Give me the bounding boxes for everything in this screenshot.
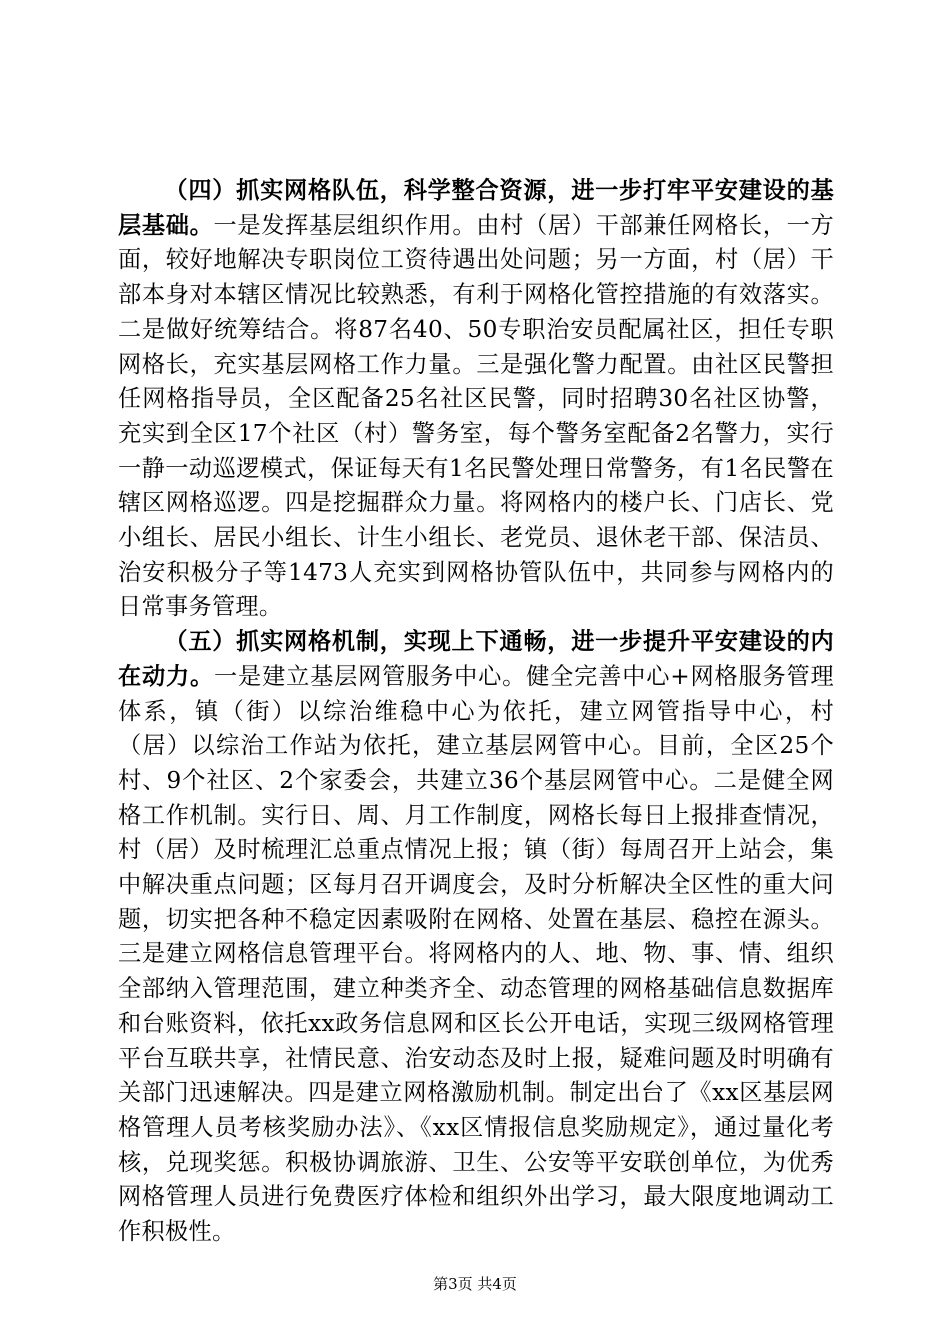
document-body xyxy=(118,174,834,1250)
paragraph-section-4 xyxy=(118,174,834,625)
section-5-text: 一是建立基层网管服务中心。健全完善中心+网格服务管理体系，镇（街）以综治维稳中心为依托，建立网管指导中心，村（居）以综治工作站为依托，建立基层网管中心。目前，全区25个村、9个社区、2个家委会，共建立36个基层网管中心。二是健全网格工作机制。实行日、周、月工作制度，网格长每日上报排查情况，村（居）及时梳理汇总重点情况上报；镇（街）每周召开上站会，集中解决重点问题；区每月召开调度会，及时分析解决全区性的重大问题，切实把各种不稳定因素吸附在网格、处置在基层、稳控在源头。三是建立网格信息管理平台。将网格内的人、地、物、事、情、组织全部纳入管理范围，建立种类齐全、动态管理的网格基础信息数据库和台账资料，依托xx政务信息网和区长公开电话，实现三级网格管理平台互联共享，社情民意、治安动态及时上报，疑难问题及时明确有关部门迅速解决。四是建立网格激励机制。制定出台了《xx区基层网格管理人员考核奖励办法》、《xx区情报信息奖励规定》，通过量化考核，兑现奖惩。积极协调旅游、卫生、公安等平安联创单位，为优秀网格管理人员进行免费医疗体检和组织外出学习，最大限度地调动工作积极性。 xyxy=(118,662,834,1246)
section-5-heading: （五）抓实网格机制，实现上下通畅，进一步提升平安建设的内在动力。 xyxy=(118,628,834,690)
section-4-heading: （四）抓实网格队伍，科学整合资源，进一步打牢平安建设的基层基础。 xyxy=(118,177,834,239)
page-number-footer: 第3页 共4页 xyxy=(433,1275,517,1293)
section-4-text: 一是发挥基层组织作用。由村（居）干部兼任网格长，一方面，较好地解决专职岗位工资待遇出处问题；另一方面，村（居）干部本身对本辖区情况比较熟悉，有利于网格化管控措施的有效落实。二是做好统筹结合。将87名40、50专职治安员配属社区，担任专职网格长，充实基层网格工作力量。三是强化警力配置。由社区民警担任网格指导员，全区配备25名社区民警，同时招聘30名社区协警，充实到全区17个社区（村）警务室，每个警务室配备2名警力，实行一静一动巡逻模式，保证每天有1名民警处理日常警务，有1名民警在辖区网格巡逻。四是挖掘群众力量。将网格内的楼户长、门店长、党小组长、居民小组长、计生小组长、老党员、退休老干部、保洁员、治安积极分子等1473人充实到网格协管队伍中，共同参与网格内的日常事务管理。 xyxy=(118,211,835,621)
paragraph-section-5 xyxy=(118,625,834,1250)
